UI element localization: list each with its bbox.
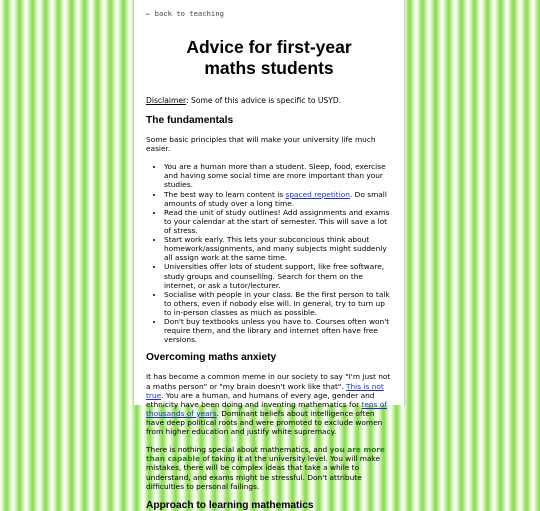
fundamentals-intro: Some basic principles that will make your university life much easier.: [146, 135, 376, 154]
section-heading-approach-to-learning: Approach to learning mathematics: [146, 499, 314, 511]
list-item-text: The best way to learn content is: [164, 189, 286, 199]
disclaimer-text: : Some of this advice is specific to USYD.: [186, 95, 342, 105]
page-title-line2: maths students: [204, 58, 334, 79]
list-item: • Start work early. This lets your subconcious think about homework/assignments, and many subjects might suddenly all assign work at the same time.: [164, 235, 392, 262]
back-to-teaching-link[interactable]: ← back to teaching: [146, 9, 224, 18]
maths-anxiety-paragraph-2: [146, 445, 392, 491]
list-item: [164, 190, 392, 208]
list-item: • You are a human more than a student. Sleep, food, exercise and having some social time are more important than your studies.: [164, 162, 392, 189]
disclaimer: [146, 96, 392, 105]
capable-highlight: you are more than capable: [146, 445, 385, 464]
list-item: • Don't buy textbooks unless you have to. Courses often won't require them, and the library and internet often have free versions.: [164, 317, 392, 344]
spaced-repetition-link[interactable]: spaced repetition: [285, 189, 350, 199]
page-title: [146, 37, 392, 80]
paragraph-text: of taking it at the university level. You will make mistakes, there will be complex ideas that take a while to understand, and exams might be stressful. Don't attribute difficulties to personal failings.: [146, 454, 381, 491]
list-item-text: . Do small amounts of study over a long time.: [164, 189, 387, 208]
fundamentals-list: [146, 162, 392, 344]
paragraph-text: . Dominant beliefs about intelligence often have deep political roots and were promoted to exclude women from higher education and justify white supremacy.: [146, 408, 383, 437]
paragraph-text: . You are a human, and humans of every age, gender and ethnicity have been doing and inventing mathematics for: [146, 390, 375, 409]
paragraph-text: It has become a common meme in our society to say "I'm just not a maths person" or "my brain doesn't work like that".: [146, 372, 391, 391]
page-title-line1: Advice for first-year: [186, 37, 352, 57]
this-is-not-true-link[interactable]: This is not true: [146, 381, 384, 400]
disclaimer-label: Disclaimer: [146, 95, 187, 105]
maths-anxiety-paragraph-1: [146, 372, 392, 436]
list-item: • Socialise with people in your class. Be the first person to talk to others, even if nobody else will. In general, try to turn up to in-person classes as much as possible.: [164, 290, 392, 317]
list-item: • Read the unit of study outlines! Add assignments and exams to your calendar at the start of semester. This will save a lot of stress.: [164, 208, 392, 235]
list-item: • Universities offer lots of student support, like free software, study groups and counselling. Search for them on the internet, or ask a tutor/lecturer.: [164, 262, 392, 289]
section-heading-maths-anxiety: Overcoming maths anxiety: [146, 352, 277, 364]
section-heading-fundamentals: The fundamentals: [146, 115, 234, 127]
tens-of-thousands-of-years-link[interactable]: tens of thousands of years: [146, 399, 387, 418]
paragraph-text: There is nothing special about mathematics, and: [146, 445, 330, 455]
article-page: [133, 0, 405, 511]
